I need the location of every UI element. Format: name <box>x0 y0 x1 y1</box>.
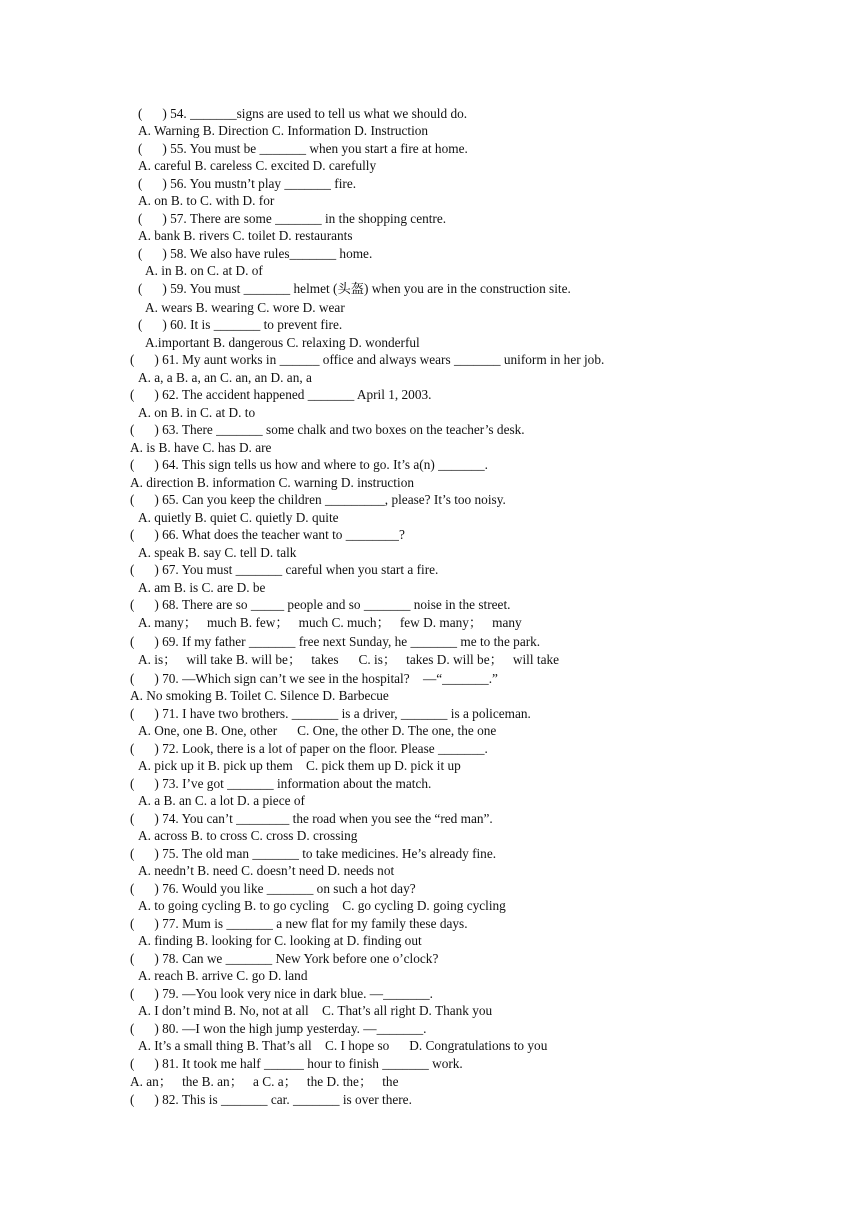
options-66: A. speak B. say C. tell D. talk <box>138 545 297 560</box>
options-79: A. I don’t mind B. No, not at all C. That’s all right D. Thank you <box>138 1003 493 1018</box>
options-62: A. on B. in C. at D. to <box>138 405 256 420</box>
options-77: A. finding B. looking for C. looking at D. finding out <box>138 933 422 948</box>
options-58: A. in B. on C. at D. of <box>145 263 263 278</box>
options-69: A. is； will take B. will be； takes C. is； takes D. will be； will take <box>138 652 560 667</box>
options-72: A. pick up it B. pick up them C. pick them up D. pick it up <box>138 758 461 773</box>
options-78: A. reach B. arrive C. go D. land <box>138 968 308 983</box>
options-60: A.important B. dangerous C. relaxing D. wonderful <box>145 335 420 350</box>
options-80: A. It’s a small thing B. That’s all C. I hope so D. Congratulations to you <box>138 1038 548 1053</box>
options-63: A. is B. have C. has D. are <box>130 440 272 455</box>
question-60: ( ) 60. It is _______ to prevent fire. <box>138 317 343 332</box>
options-61: A. a, a B. a, an C. an, an D. an, a <box>138 370 312 385</box>
question-54: ( ) 54. _______signs are used to tell us what we should do. <box>138 106 468 121</box>
options-73: A. a B. an C. a lot D. a piece of <box>138 793 305 808</box>
options-67: A. am B. is C. are D. be <box>138 580 266 595</box>
question-77: ( ) 77. Mum is _______ a new flat for my family these days. <box>130 916 468 931</box>
question-66: ( ) 66. What does the teacher want to ________? <box>130 527 405 542</box>
question-65: ( ) 65. Can you keep the children _________, please? It’s too noisy. <box>130 492 506 507</box>
options-71: A. One, one B. One, other C. One, the other D. The one, the one <box>138 723 497 738</box>
options-55: A. careful B. careless C. excited D. carefully <box>138 158 377 173</box>
question-70: ( ) 70. —Which sign can’t we see in the hospital? —“_______.” <box>130 671 498 686</box>
question-72: ( ) 72. Look, there is a lot of paper on the floor. Please _______. <box>130 741 488 756</box>
options-68: A. many； much B. few； much C. much； few D. many； many <box>138 615 522 630</box>
question-75: ( ) 75. The old man _______ to take medicines. He’s already fine. <box>130 846 497 861</box>
question-67: ( ) 67. You must _______ careful when you start a fire. <box>130 562 439 577</box>
options-57: A. bank B. rivers C. toilet D. restaurants <box>138 228 353 243</box>
question-80: ( ) 80. —I won the high jump yesterday. —_______. <box>130 1021 427 1036</box>
question-71: ( ) 71. I have two brothers. _______ is a driver, _______ is a policeman. <box>130 706 531 721</box>
question-62: ( ) 62. The accident happened _______ April 1, 2003. <box>130 387 432 402</box>
question-76: ( ) 76. Would you like _______ on such a hot day? <box>130 881 416 896</box>
question-81: ( ) 81. It took me half ______ hour to finish _______ work. <box>130 1056 463 1071</box>
options-70: A. No smoking B. Toilet C. Silence D. Barbecue <box>130 688 389 703</box>
question-74: ( ) 74. You can’t ________ the road when you see the “red man”. <box>130 811 493 826</box>
question-63: ( ) 63. There _______ some chalk and two boxes on the teacher’s desk. <box>130 422 525 437</box>
question-56: ( ) 56. You mustn’t play _______ fire. <box>138 176 357 191</box>
question-58: ( ) 58. We also have rules_______ home. <box>138 246 373 261</box>
question-79: ( ) 79. —You look very nice in dark blue. —_______. <box>130 986 433 1001</box>
options-81: A. an； the B. an； a C. a； the D. the； the <box>130 1074 399 1089</box>
options-59: A. wears B. wearing C. wore D. wear <box>145 300 345 315</box>
question-69: ( ) 69. If my father _______ free next Sunday, he _______ me to the park. <box>130 634 541 649</box>
options-56: A. on B. to C. with D. for <box>138 193 275 208</box>
question-55: ( ) 55. You must be _______ when you start a fire at home. <box>138 141 468 156</box>
question-64: ( ) 64. This sign tells us how and where to go. It’s a(n) _______. <box>130 457 488 472</box>
question-57: ( ) 57. There are some _______ in the shopping centre. <box>138 211 447 226</box>
question-68: ( ) 68. There are so _____ people and so _______ noise in the street. <box>130 597 511 612</box>
options-75: A. needn’t B. need C. doesn’t need D. needs not <box>138 863 395 878</box>
question-59: ( ) 59. You must _______ helmet (头盔) when you are in the construction site. <box>138 281 571 296</box>
options-54: A. Warning B. Direction C. Information D. Instruction <box>138 123 429 138</box>
options-64: A. direction B. information C. warning D. instruction <box>130 475 414 490</box>
question-78: ( ) 78. Can we _______ New York before one o’clock? <box>130 951 439 966</box>
question-73: ( ) 73. I’ve got _______ information about the match. <box>130 776 432 791</box>
question-61: ( ) 61. My aunt works in ______ office and always wears _______ uniform in her job. <box>130 352 605 367</box>
options-65: A. quietly B. quiet C. quietly D. quite <box>138 510 339 525</box>
question-82: ( ) 82. This is _______ car. _______ is over there. <box>130 1092 412 1107</box>
options-74: A. across B. to cross C. cross D. crossing <box>138 828 358 843</box>
options-76: A. to going cycling B. to go cycling C. go cycling D. going cycling <box>138 898 506 913</box>
